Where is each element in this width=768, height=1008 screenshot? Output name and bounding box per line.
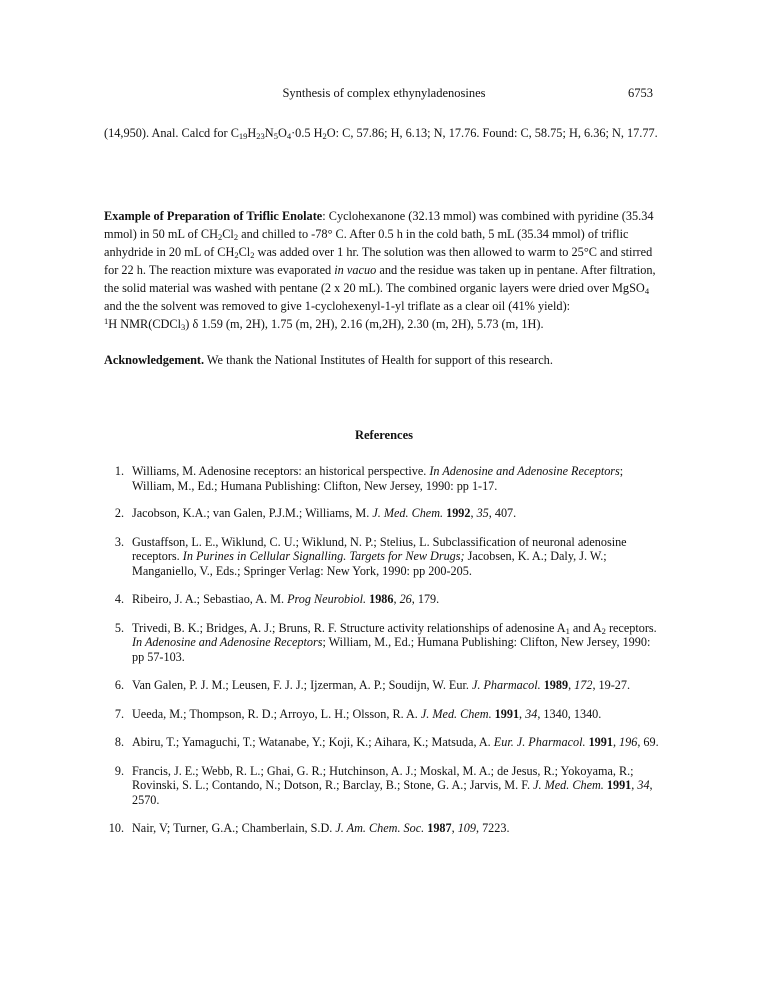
running-header-title: Synthesis of complex ethynyladenosines [282, 86, 486, 100]
reference-item: 4. Ribeiro, J. A.; Sebastiao, A. M. Prog Neurobiol. 1986, 26, 179. [114, 592, 440, 606]
reference-item: 9. Francis, J. E.; Webb, R. L.; Ghai, G. R.; Hutchinson, A. J.; Moskal, M. A.; de Jesus, R.; Yokoyama, R.; Rovinski, S. L.; Contando, N.; Dotson, R.; Barclay, B.; Stone, G. A.; Jarvis, M. F. J. Med. Chem. 1991, 34, 2570. [114, 763, 653, 807]
page-number: 6753 [628, 86, 653, 100]
triflic-enolate-heading: Example of Preparation of Triflic Enolate [104, 209, 323, 223]
reference-item: 6. Van Galen, P. J. M.; Leusen, F. J. J.; Ijzerman, A. P.; Soudijn, W. Eur. J. Pharmacol. 1989, 172, 19-27. [114, 678, 631, 692]
acknowledgement-paragraph: Acknowledgement. We thank the National Institutes of Health for support of this research. [104, 353, 553, 367]
reference-item: 7. Ueeda, M.; Thompson, R. D.; Arroyo, L. H.; Olsson, R. A. J. Med. Chem. 1991, 34, 1340, 1340. [114, 706, 602, 721]
analysis-paragraph: (14,950). Anal. Calcd for $C_{19}H_{23}N_5O_4\cdot 0.5$ $H_2O$: C, 57.86; H, 6.13; N, 17.76. Found: C, 58.75; H, 6.36; N, 17.77. [104, 126, 658, 141]
reference-item: 10. Nair, V; Turner, G.A.; Chamberlain, S.D. J. Am. Chem. Soc. 1987, 109, 7223. [108, 821, 510, 835]
reference-item: 5. Trivedi, B. K.; Bridges, A. J.; Bruns, R. F. Structure activity relationships of adenosine $A_1$ and $A_2$ receptors. In Adenosine and Adenosine Receptors; William, M., Ed.; Humana Publishing: Clifton, New Jersey, 1990: pp 57-103. [114, 620, 657, 664]
reference-item: 2. Jacobson, K.A.; van Galen, P.J.M.; Williams, M. J. Med. Chem. 1992, 35, 407. [114, 506, 517, 520]
acknowledgement-heading: Acknowledgement. [104, 353, 205, 367]
reference-item: 1. Williams, M. Adenosine receptors: an historical perspective. In Adenosine and Adenosine Receptors; William, M., Ed.; Humana Publishing: Clifton, New Jersey, 1990: pp 1-17. [114, 464, 624, 493]
reference-item: 3. Gustaffson, L. E., Wiklund, C. U.; Wiklund, N. P.; Stelius, L. Subclassification of neuronal adenosine receptors. In Purines in Cellular Signalling. Targets for New Drugs; Jacobsen, K. A.; Daly, J. W.; Manganiello, V., Eds.; Springer Verlag: New York, 1990: pp 200-205. [114, 534, 627, 578]
triflic-enolate-paragraph: Example of Preparation of Triflic Enolate: Cyclohexanone (32.13 mmol) was combined with pyridine (35.34 mmol) in 50 mL of $CH_2Cl_2$ and chilled to -78° C. After 0.5 h in the cold bath, 5 mL (35.34 mmol) of triflic anhydride in 20 mL of $CH_2Cl_2$ was added over 1 hr. The solution was then allowed to warm to 25°C and stirred for 22 h. The reaction mixture was evaporated in vacuo and the residue was taken up in pentane. After filtration, the solid material was washed with pentane (2 x 20 mL). The combined organic layers were dried over MgSO$_4$ and the the solvent was removed to give 1-cyclohexenyl-1-yl triflate as a clear oil (41% yield): $^1$H NMR(CDCl$_3$) δ 1.59 (m, 2H), 1.75 (m, 2H), 2.16 (m,2H), 2.30 (m, 2H), 5.73 (m, 1H). [104, 209, 656, 332]
reference-item: 8. Abiru, T.; Yamaguchi, T.; Watanabe, Y.; Koji, K.; Aihara, K.; Matsuda, A. Eur. J. Pharmacol. 1991, 196, 69. [114, 735, 659, 749]
references-heading: References [354, 428, 414, 442]
references-list [104, 464, 664, 836]
